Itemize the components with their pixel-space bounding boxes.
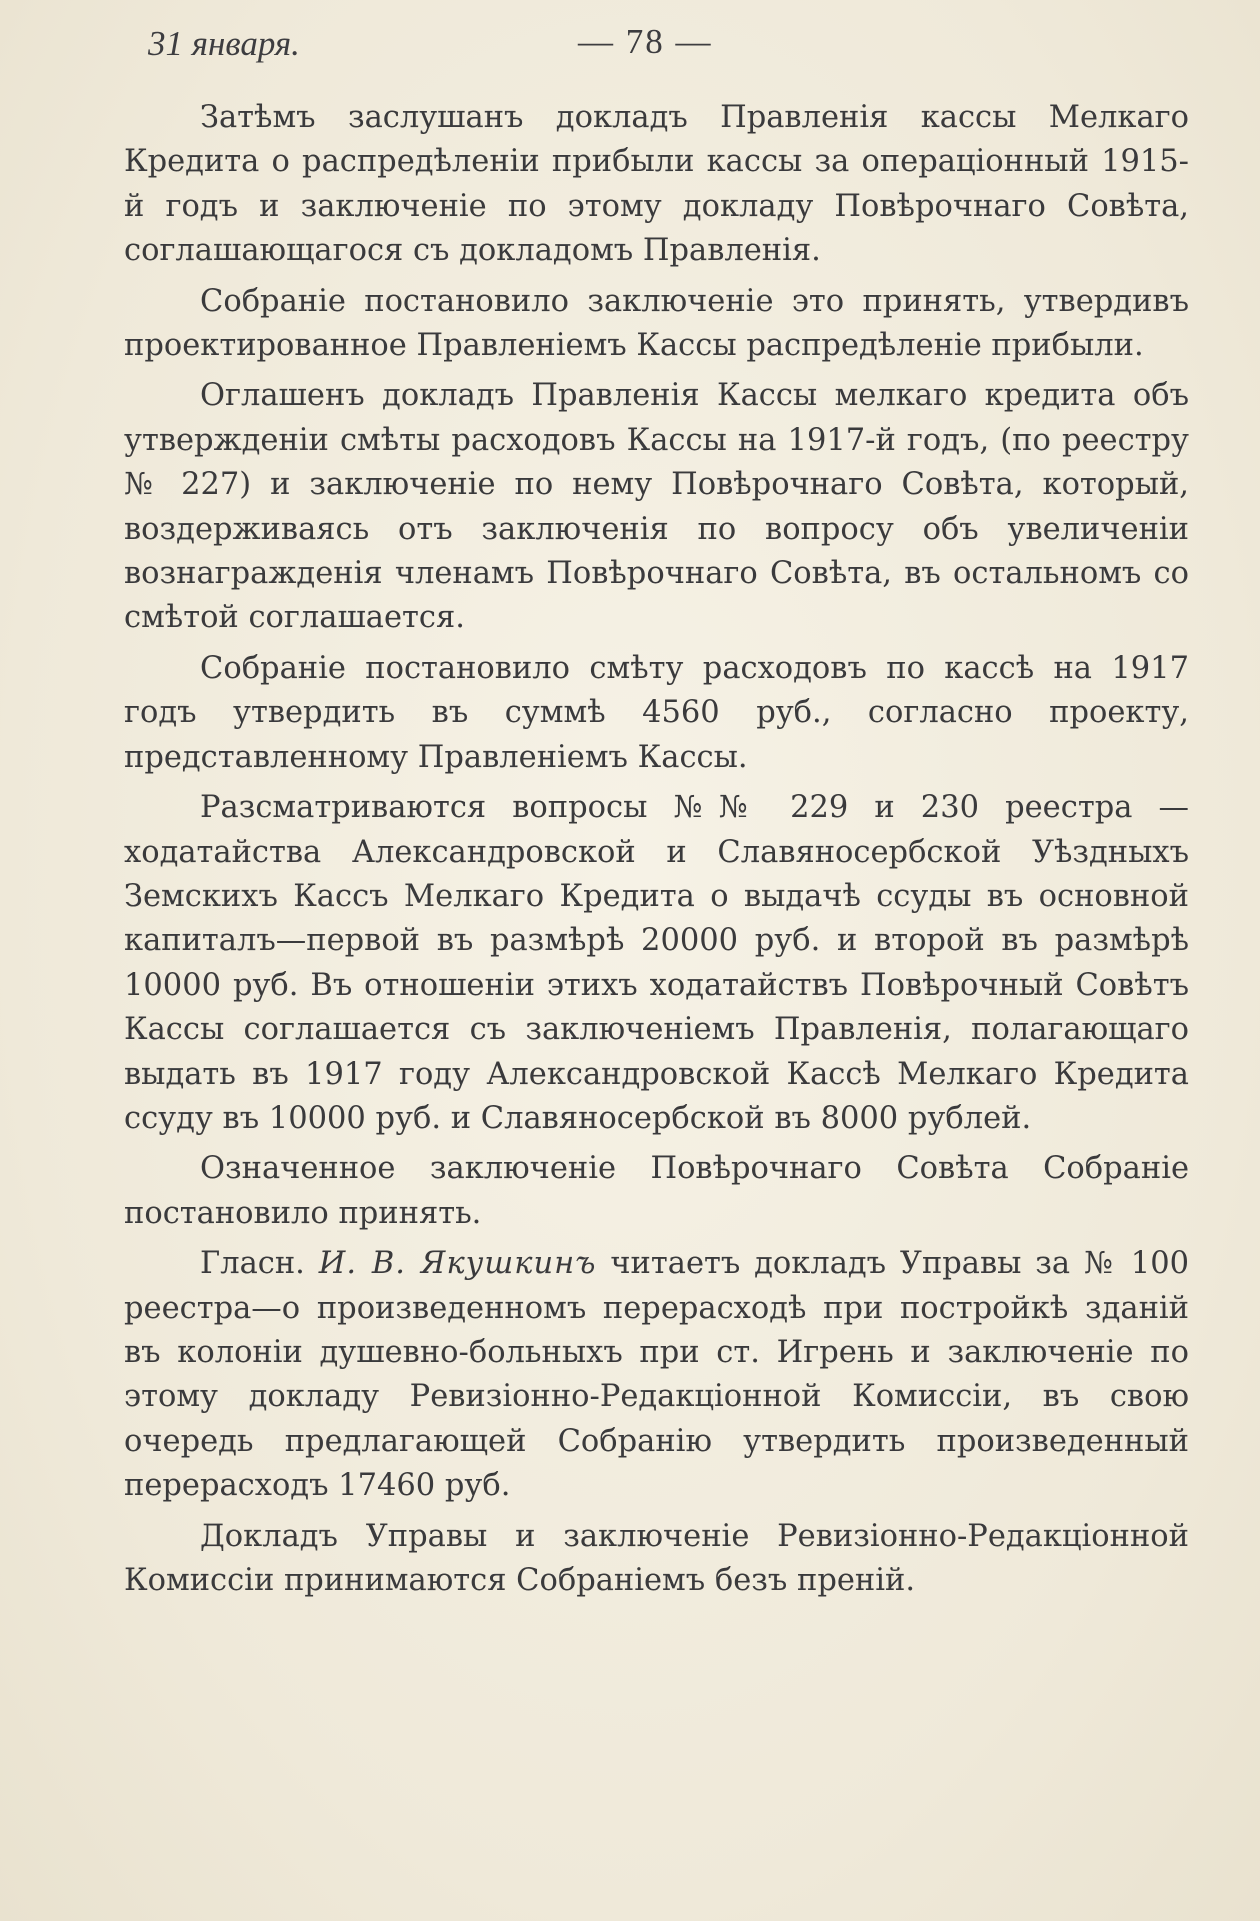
page-number: — 78 — <box>578 22 713 61</box>
paragraph-5: Разсматриваются вопросы №№ 229 и 230 реестра —ходатайства Александровской и Славяносербской Уѣздныхъ Земскихъ Кассъ Мелкаго Кредита о выдачѣ ссуды въ основной капиталъ—первой въ размѣрѣ 20000 руб. и второй въ размѣрѣ 10000 руб. Въ отношеніи этихъ ходатайствъ Повѣрочный Совѣтъ Кассы соглашается съ заключеніемъ Правленія, полагающаго выдать въ 1917 году Александровской Кассѣ Мелкаго Кредита ссуду въ 10000 руб. и Славяносербской въ 8000 рублей. <box>124 790 1189 1136</box>
paragraph-1: Затѣмъ заслушанъ докладъ Правленія кассы Мелкаго Кредита о распредѣленіи прибыли кассы за операціонный 1915-й годъ и заключеніе по этому докладу Повѣрочнаго Совѣта, соглашающагося съ докладомъ Правленія. <box>124 100 1189 269</box>
speaker-name: И. В. Якушкинъ <box>318 1246 597 1282</box>
paragraph-2: Собраніе постановило заключеніе это принять, утвердивъ проектированное Правленіемъ Кассы распредѣленіе прибыли. <box>124 283 1189 364</box>
paragraph-8: Докладъ Управы и заключеніе Ревизіонно-Редакціонной Комиссіи принимаются Собраніемъ безъ преній. <box>124 1518 1189 1598</box>
speaker-prefix: Гласн. <box>200 1246 305 1282</box>
header-date: 31 января. <box>148 24 300 63</box>
paragraph-7-text: читаетъ докладъ Управы за № 100 реестра—о произведенномъ перерасходѣ при постройкѣ зданій въ колоніи душевно-больныхъ при ст. Игрень и заключеніе по этому докладу Ревизіонно-Редакціонной Комиссіи, въ свою очередь предлагающей Собранію утвердить произведенный перерасходъ 17460 руб. <box>124 1246 1190 1504</box>
paragraph-3: Оглашенъ докладъ Правленія Кассы мелкаго кредита объ утвержденіи смѣты расходовъ Кассы на 1917-й годъ, (по реестру № 227) и заключеніе по нему Повѣрочнаго Совѣта, который, воздерживаясь отъ заключенія по вопросу объ увеличеніи вознагражденія членамъ Повѣрочнаго Совѣта, въ остальномъ со смѣтой соглашается. <box>124 378 1189 636</box>
paragraph-7 <box>124 1242 1189 1508</box>
paragraph-4: Собраніе постановило смѣту расходовъ по кассѣ на 1917 годъ утвердить въ суммѣ 4560 руб., согласно проекту, представленному Правленіемъ Кассы. <box>124 650 1189 775</box>
body-text <box>124 96 1189 1609</box>
paragraph-6: Означенное заключеніе Повѣрочнаго Совѣта Собраніе постановило принять. <box>124 1151 1189 1231</box>
page-header <box>148 18 1188 78</box>
